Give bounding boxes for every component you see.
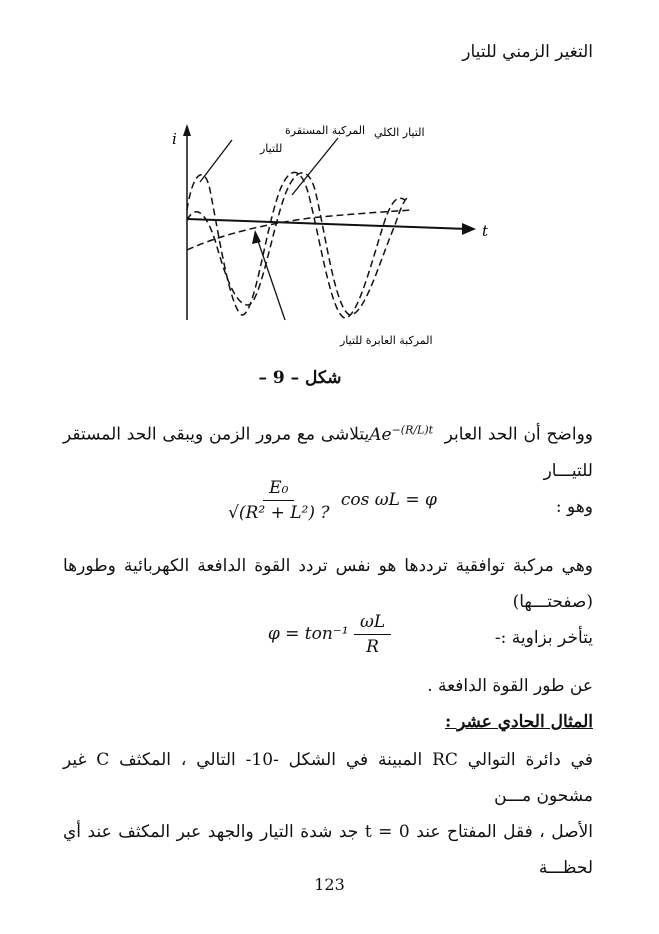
equation-2 [0, 612, 659, 657]
transient-pointer [257, 238, 285, 320]
current-waveform-plot [160, 110, 500, 360]
p1-text-b: يتلاشى مع مرور الزمن ويبقى الحد المستقر للتيـــار [63, 424, 593, 481]
transient-term-base: Ae [369, 424, 392, 445]
steady-pointer [200, 140, 232, 182]
paragraph-1-line-2: وهو : [555, 496, 593, 517]
page-number: 123 [314, 875, 345, 894]
eq2-lhs: φ = ton⁻¹ [267, 624, 349, 644]
i-axis-arrow-icon [183, 124, 191, 136]
total-label: التيار الكلي [374, 126, 425, 139]
eq2-numerator: ωL [354, 612, 391, 635]
transient-pointer-arrow-icon [252, 230, 261, 244]
eq1-numerator: E₀ [263, 478, 294, 501]
steady-label-2: للتيار [260, 142, 283, 155]
page-header: التغير الزمني للتيار [462, 42, 593, 62]
equation-1 [0, 478, 659, 523]
transient-term-exponent: −(R/L)t [391, 423, 434, 436]
i-axis-label: i [172, 130, 177, 148]
t-axis-arrow-icon [462, 223, 476, 235]
figure-caption: شكل – 9 – [258, 368, 342, 388]
steady-component-curve [187, 172, 405, 318]
example-heading: المثال الحادي عشر : [444, 712, 593, 732]
paragraph-2-line-1: وهي مركبة توافقية ترددها هو نفس تردد القوة الدافعة الكهربائية وطورها (صفحتـــها) [63, 556, 593, 612]
p1-text-a: وواضح أن الحد العابر [444, 424, 594, 445]
example-text [63, 742, 593, 886]
example-line-1: في دائرة التوالي RC المبينة في الشكل -10- التالي ، المكثف C غير مشحون مـــن [63, 750, 593, 806]
steady-label: المركبة المستقرة [285, 124, 366, 137]
example-line-2: الأصل ، فقل المفتاح عند t = 0 جد شدة التيار والجهد عبر المكثف عند أي لحظـــة [63, 822, 593, 878]
eq1-fraction [222, 478, 335, 523]
paragraph-2-line-2: يتأخر بزاوية :- [494, 628, 593, 648]
eq2-denominator: R [366, 637, 379, 657]
eq1-denominator: √(R² + L²) ? [228, 503, 330, 523]
total-pointer [292, 138, 338, 195]
paragraph-3: عن طور القوة الدافعة . [427, 676, 593, 696]
t-axis [187, 219, 468, 229]
eq2-fraction [354, 612, 391, 657]
transient-label: المركبة العابرة للتيار [340, 334, 433, 347]
t-axis-label: t [482, 222, 489, 240]
transient-term [369, 425, 439, 445]
figure-9 [160, 110, 500, 360]
eq1-rest: cos ωL = φ [340, 490, 437, 510]
